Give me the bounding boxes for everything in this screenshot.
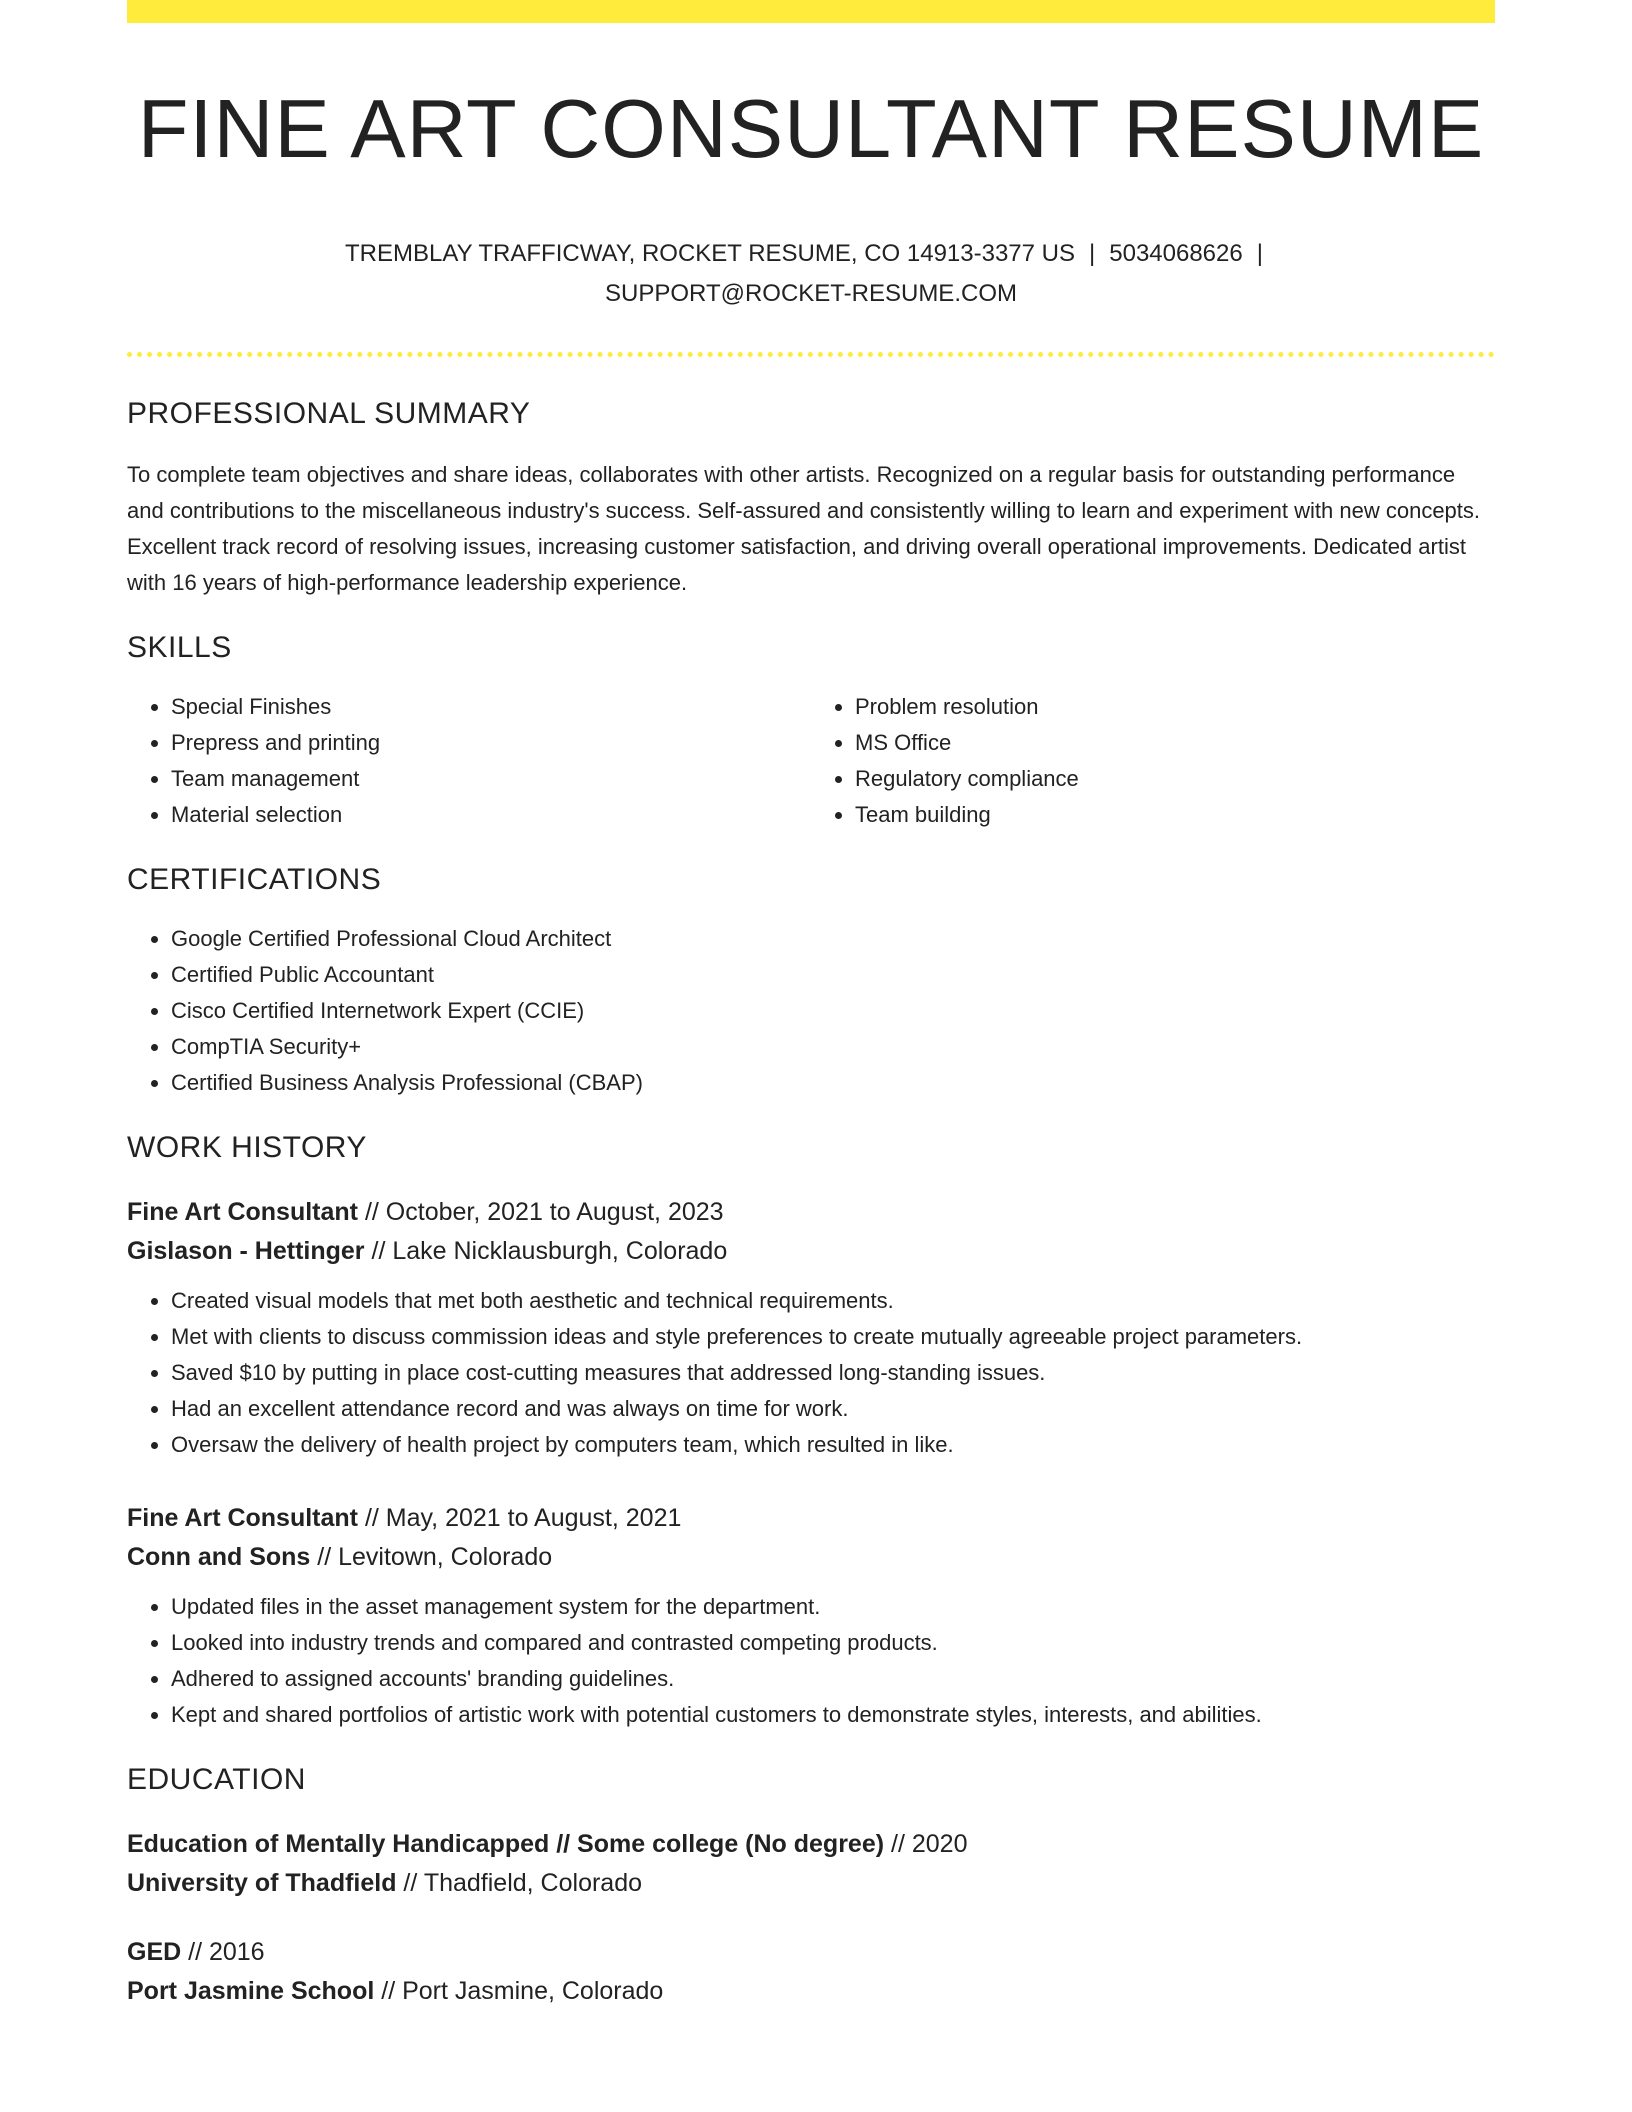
work-history-section <box>127 1131 1495 1733</box>
education-degree: GED <box>127 1938 182 1967</box>
list-item: • Met with clients to discuss commission ideas and style preferences to create mutually agreeable project parameters. <box>171 1319 1495 1355</box>
job-company: Gislason - Hettinger <box>127 1237 365 1266</box>
list-item: • Special Finishes <box>171 689 811 725</box>
certifications-list <box>127 921 1495 1101</box>
contact-email: SUPPORT@ROCKET-RESUME.COM <box>605 280 1017 308</box>
summary-section <box>127 397 1495 601</box>
skills-left-list <box>127 689 811 833</box>
job-header <box>127 1193 1495 1271</box>
list-item: • Certified Public Accountant <box>171 957 1495 993</box>
job-bullets <box>127 1589 1495 1733</box>
work-history-heading: WORK HISTORY <box>127 1131 367 1165</box>
education-school: Port Jasmine School <box>127 1977 375 2006</box>
dotted-divider <box>127 352 1495 357</box>
summary-text: To complete team objectives and share ideas, collaborates with other artists. Recognized on a regular basis for outstanding performance and contributions to the miscellaneous industry's success. Self-assured and consistently willing to learn and experiment with new concepts. Excellent track record of resolving issues, increasing customer satisfaction, and driving overall operational improvements. Dedicated artist with 16 years of high-performance leadership experience. <box>127 462 1481 596</box>
list-item: • Team building <box>855 797 1495 833</box>
education-location: // Thadfield, Colorado <box>396 1869 643 1898</box>
job-location: // Lake Nicklausburgh, Colorado <box>364 1237 728 1266</box>
skills-right-list <box>811 689 1495 833</box>
top-accent-bar <box>127 0 1495 23</box>
education-year: // 2016 <box>181 1938 265 1967</box>
list-item: • Problem resolution <box>855 689 1495 725</box>
list-item: • Had an excellent attendance record and was always on time for work. <box>171 1391 1495 1427</box>
list-item: • Team management <box>171 761 811 797</box>
list-item: • Google Certified Professional Cloud Architect <box>171 921 1495 957</box>
education-school: University of Thadfield <box>127 1869 397 1898</box>
list-item: • MS Office <box>855 725 1495 761</box>
list-item: • Certified Business Analysis Professional (CBAP) <box>171 1065 1495 1101</box>
job-title: Fine Art Consultant <box>127 1198 359 1227</box>
resume-page <box>127 0 1495 2011</box>
list-item: • Regulatory compliance <box>855 761 1495 797</box>
list-item: • Kept and shared portfolios of artistic work with potential customers to demonstrate styles, interests, and abilities. <box>171 1697 1495 1733</box>
list-item: • Prepress and printing <box>171 725 811 761</box>
skills-heading: SKILLS <box>127 631 232 665</box>
list-item: • CompTIA Security+ <box>171 1029 1495 1065</box>
list-item: • Oversaw the delivery of health project by computers team, which resulted in like. <box>171 1427 1495 1463</box>
list-item: • Updated files in the asset management system for the department. <box>171 1589 1495 1625</box>
contact-phone: 5034068626 <box>1109 240 1243 268</box>
education-heading: EDUCATION <box>127 1763 306 1797</box>
contact-separator: | <box>1089 240 1096 268</box>
list-item: • Created visual models that met both aesthetic and technical requirements. <box>171 1283 1495 1319</box>
contact-address: TREMBLAY TRAFFICWAY, ROCKET RESUME, CO 14913-3377 US <box>345 240 1076 268</box>
contact-info <box>127 234 1495 314</box>
list-item: • Looked into industry trends and compared and contrasted competing products. <box>171 1625 1495 1661</box>
job-entry <box>127 1193 1495 1463</box>
education-degree: Education of Mentally Handicapped // Some college (No degree) <box>127 1830 885 1859</box>
education-year: // 2020 <box>884 1830 968 1859</box>
page-title: FINE ART CONSULTANT RESUME <box>137 82 1485 175</box>
job-dates: // May, 2021 to August, 2021 <box>358 1504 682 1533</box>
contact-separator: | <box>1256 240 1263 268</box>
education-section <box>127 1763 1495 2011</box>
certifications-heading: CERTIFICATIONS <box>127 863 382 897</box>
job-bullets <box>127 1283 1495 1463</box>
job-entry <box>127 1499 1495 1733</box>
list-item: • Material selection <box>171 797 811 833</box>
job-company: Conn and Sons <box>127 1543 311 1572</box>
job-location: // Levitown, Colorado <box>310 1543 553 1572</box>
job-title: Fine Art Consultant <box>127 1504 359 1533</box>
list-item: • Saved $10 by putting in place cost-cutting measures that addressed long-standing issues. <box>171 1355 1495 1391</box>
job-dates: // October, 2021 to August, 2023 <box>358 1198 724 1227</box>
education-location: // Port Jasmine, Colorado <box>374 1977 664 2006</box>
list-item: • Cisco Certified Internetwork Expert (CCIE) <box>171 993 1495 1029</box>
skills-section <box>127 631 1495 833</box>
certifications-section <box>127 863 1495 1101</box>
education-entry <box>127 1933 1495 2011</box>
summary-heading: PROFESSIONAL SUMMARY <box>127 397 531 431</box>
skills-columns <box>127 689 1495 833</box>
list-item: • Adhered to assigned accounts' branding guidelines. <box>171 1661 1495 1697</box>
education-entry <box>127 1825 1495 1903</box>
job-header <box>127 1499 1495 1577</box>
